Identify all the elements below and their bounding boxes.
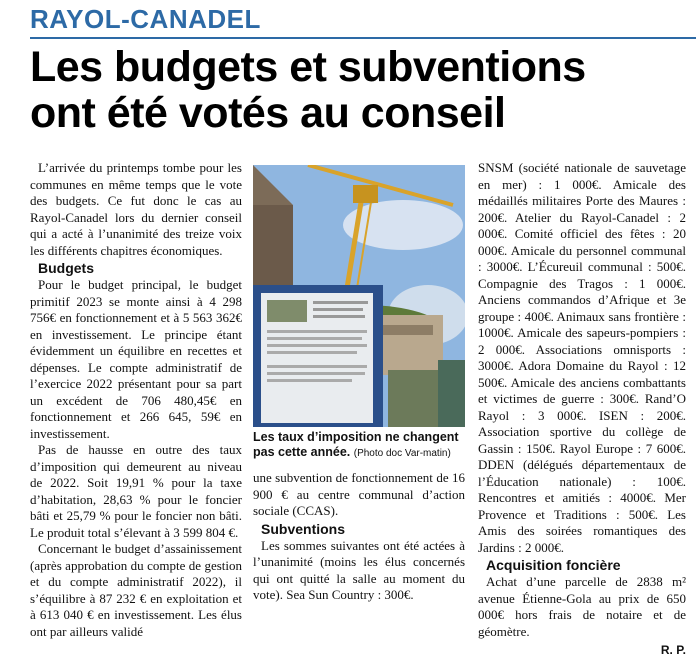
acquisition-heading: Acquisition foncière (486, 557, 621, 573)
subventions-heading: Subventions (261, 520, 346, 537)
intro-paragraph: L’arrivée du printemps tombe pour les communes en même temps que le vote des budgets. Ce fut donc le cas au Rayol-Canadel lors du dernier conseil qui a acté à l’unanimité des treize voix les différents chapitres économiques. (30, 160, 242, 258)
section-rule (30, 37, 696, 39)
headline-line-2: ont été votés au conseil (30, 89, 506, 137)
ccas-paragraph: une subvention de fonctionnement de 16 900 € au centre communal d’action sociale (CCAS). (253, 470, 465, 518)
column-3 (478, 160, 686, 659)
author-signature: R. P. (660, 643, 686, 657)
headline-line-1: Les budgets et subventions (30, 43, 586, 91)
photo-caption (253, 430, 465, 461)
budgets-paragraph-3: Concernant le budget d’assainissement (après approbation du compte de gestion et du compte administratif 2022), il s’équilibre à 87 232 € en exploitation et à 613 040 € en investissement. Les élus ont par ailleurs validé (30, 541, 242, 639)
budgets-heading: Budgets (38, 260, 94, 276)
construction-photo (253, 165, 465, 427)
subventions-paragraph: Les sommes suivantes ont été actées à l’unanimité (moins les élus concernés qui ont quitté la salle au moment du vote). Sea Sun Country : 300€. (253, 537, 465, 602)
budgets-paragraph-1: Pour le budget principal, le budget primitif 2023 se monte ainsi à 4 298 756€ en fonctionnement et à 5 563 362€ en investissement. Le principe étant évidemment un équilibre en recettes et dépenses. Le compte administratif de l’exercice 2022 présentant pour sa part un excédent de 706 480,45€ en fonctionnement et 266 645, 59€ en investissement. (30, 277, 242, 441)
section-label: RAYOL-CANADEL (30, 4, 261, 34)
caption-text: Les taux d’imposition ne changent pas cette année. (253, 430, 459, 459)
budgets-paragraph-2: Pas de hausse en outre des taux d’imposition qui demeurent au niveau de 2022. Soit 19,91 % pour la taxe d’habitation, 28,63 % pour le foncier bâti et 25,79 % pour le foncier non bâti. Le produit total s’élevant à 3 599 804 €. (30, 442, 242, 540)
subventions-list-paragraph: SNSM (société nationale de sauvetage en mer) : 1 000€. Amicale des médaillés militaires Porte des Maures : 200€. Atelier du Rayol-Canadel : 2 000€. Comité officiel des fêtes : 20 000€. Amicale du personnel communal : 3000€. L’Écureuil communal : 500€. Compagnie des Tragos : 1 000€. Anciens commandos d’Afrique et 3e groupe : 400€. Animaux sans frontière : 1000€. Amicale des sapeurs-pompiers : 2 000€. Associations omnisports : 3000€. Adora Domaine du Rayol : 12 500€. Amicale des anciens combattants et victimes de guerre : 300€. Rand’O Rayol : 3 000€. ISEN : 200€. Association sportive du collège de Gassin : 150€. Rayol Europe : 7 600€. DDEN (délégués départementaux de l’Éducation nationale) : 100€. Rencontres et amitiés : 4000€. Mer Provence et Traditions : 500€. Les Amis des soirées romantiques des Jardins : 2 000€. (478, 160, 686, 555)
column-1 (30, 160, 242, 640)
column-2 (253, 470, 465, 604)
headline (30, 44, 690, 136)
crane-illustration (253, 165, 465, 427)
caption-credit: (Photo doc Var-matin) (353, 448, 451, 459)
acquisition-paragraph: Achat d’une parcelle de 2838 m² avenue Étienne-Gola au prix de 650 000€ hors frais de notaire et de géomètre. (478, 574, 686, 639)
